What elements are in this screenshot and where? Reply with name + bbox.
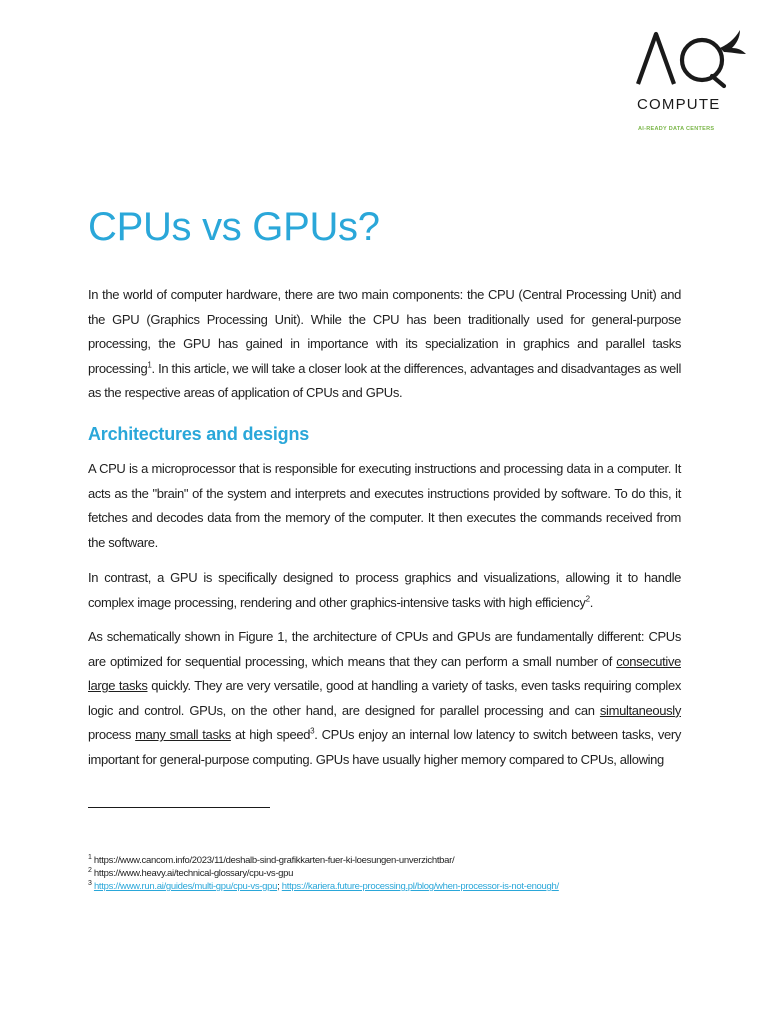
footnote-text: https://www.heavy.ai/technical-glossary/cpu-vs-gpu — [91, 868, 294, 879]
footnote-ref-1[interactable]: 1 — [147, 360, 152, 370]
footnote-2 — [88, 867, 688, 880]
section-heading: Architectures and designs — [88, 424, 310, 444]
aq-logo-mark-icon — [636, 26, 748, 90]
arch-text-4: at high speed — [230, 727, 311, 743]
arch-text-2: quickly. They are very versatile, good at handling a variety of tasks, even tasks requiring complex logic and control. GPUs, on the other hand, are designed for parallel processing and can — [88, 678, 681, 718]
page-title: CPUs vs GPUs? — [88, 205, 380, 249]
logo-tagline: AI-READY DATA CENTERS — [638, 126, 715, 132]
intro-paragraph — [88, 283, 681, 406]
footnote-link-future-processing[interactable]: https://kariera.future-processing.pl/blog/when-processor-is-not-enough/ — [281, 881, 559, 892]
gpu-text-end: . — [589, 594, 593, 610]
footnote-link-runai[interactable]: https://www.run.ai/guides/multi-gpu/cpu-vs-gpu — [93, 881, 278, 892]
gpu-text: In contrast, a GPU is specifically designed to process graphics and visualizations, allowing it to handle complex image processing, rendering and other graphics-intensive tasks with high efficiency — [88, 570, 681, 610]
footnote-ref-3[interactable]: 3 — [310, 727, 315, 737]
footnote-text: https://www.cancom.info/2023/11/deshalb-sind-grafikkarten-fuer-ki-loesungen-unverzichtbar/ — [91, 855, 455, 866]
intro-text-cont: . In this article, we will take a closer look at the differences, advantages and disadvantages as well as the respective areas of application of CPUs and GPUs. — [88, 360, 681, 401]
footnote-number: 3 — [88, 879, 92, 887]
footnote-ref-2[interactable]: 2 — [585, 594, 590, 604]
gpu-paragraph — [88, 566, 681, 615]
cpu-paragraph: A CPU is a microprocessor that is responsible for executing instructions and processing data in a computer. It acts as the "brain" of the system and interprets and executes instructions provided by software. To do this, it fetches and decodes data from the memory of the computer. It then executes the commands received from the software. — [88, 461, 681, 550]
arch-text-3: process — [88, 727, 136, 743]
logo-subtitle: COMPUTE — [637, 96, 721, 113]
company-logo — [628, 26, 752, 138]
intro-text: In the world of computer hardware, there are two main components: the CPU (Central Processing Unit) and the GPU (Graphics Processing Unit). While the CPU has been traditionally used for general-purpose processing, the GPU has gained in importance with its specialization in graphics and parallel tasks processing — [88, 287, 681, 376]
underlined-consecutive-large-tasks: consecutive large tasks — [88, 653, 681, 694]
footnote-1 — [88, 854, 688, 867]
underlined-many-small-tasks: many small tasks — [135, 727, 231, 743]
arch-text-1: As schematically shown in Figure 1, the architecture of CPUs and GPUs are fundamentally different: CPUs are optimized for sequential processing, which means that they can perform a small number of — [88, 629, 681, 669]
footnote-separator: ; — [277, 881, 282, 892]
underlined-simultaneously: simultaneously — [599, 702, 681, 718]
footnote-divider — [88, 807, 270, 808]
footnotes — [88, 854, 688, 893]
footnote-3 — [88, 880, 688, 893]
arch-text-5: . CPUs enjoy an internal low latency to switch between tasks, very important for general-purpose computing. GPUs have usually higher memory compared to CPUs, allowing — [88, 727, 681, 767]
architecture-paragraph — [88, 625, 681, 773]
footnote-number: 2 — [88, 866, 92, 874]
footnote-number: 1 — [88, 853, 92, 861]
